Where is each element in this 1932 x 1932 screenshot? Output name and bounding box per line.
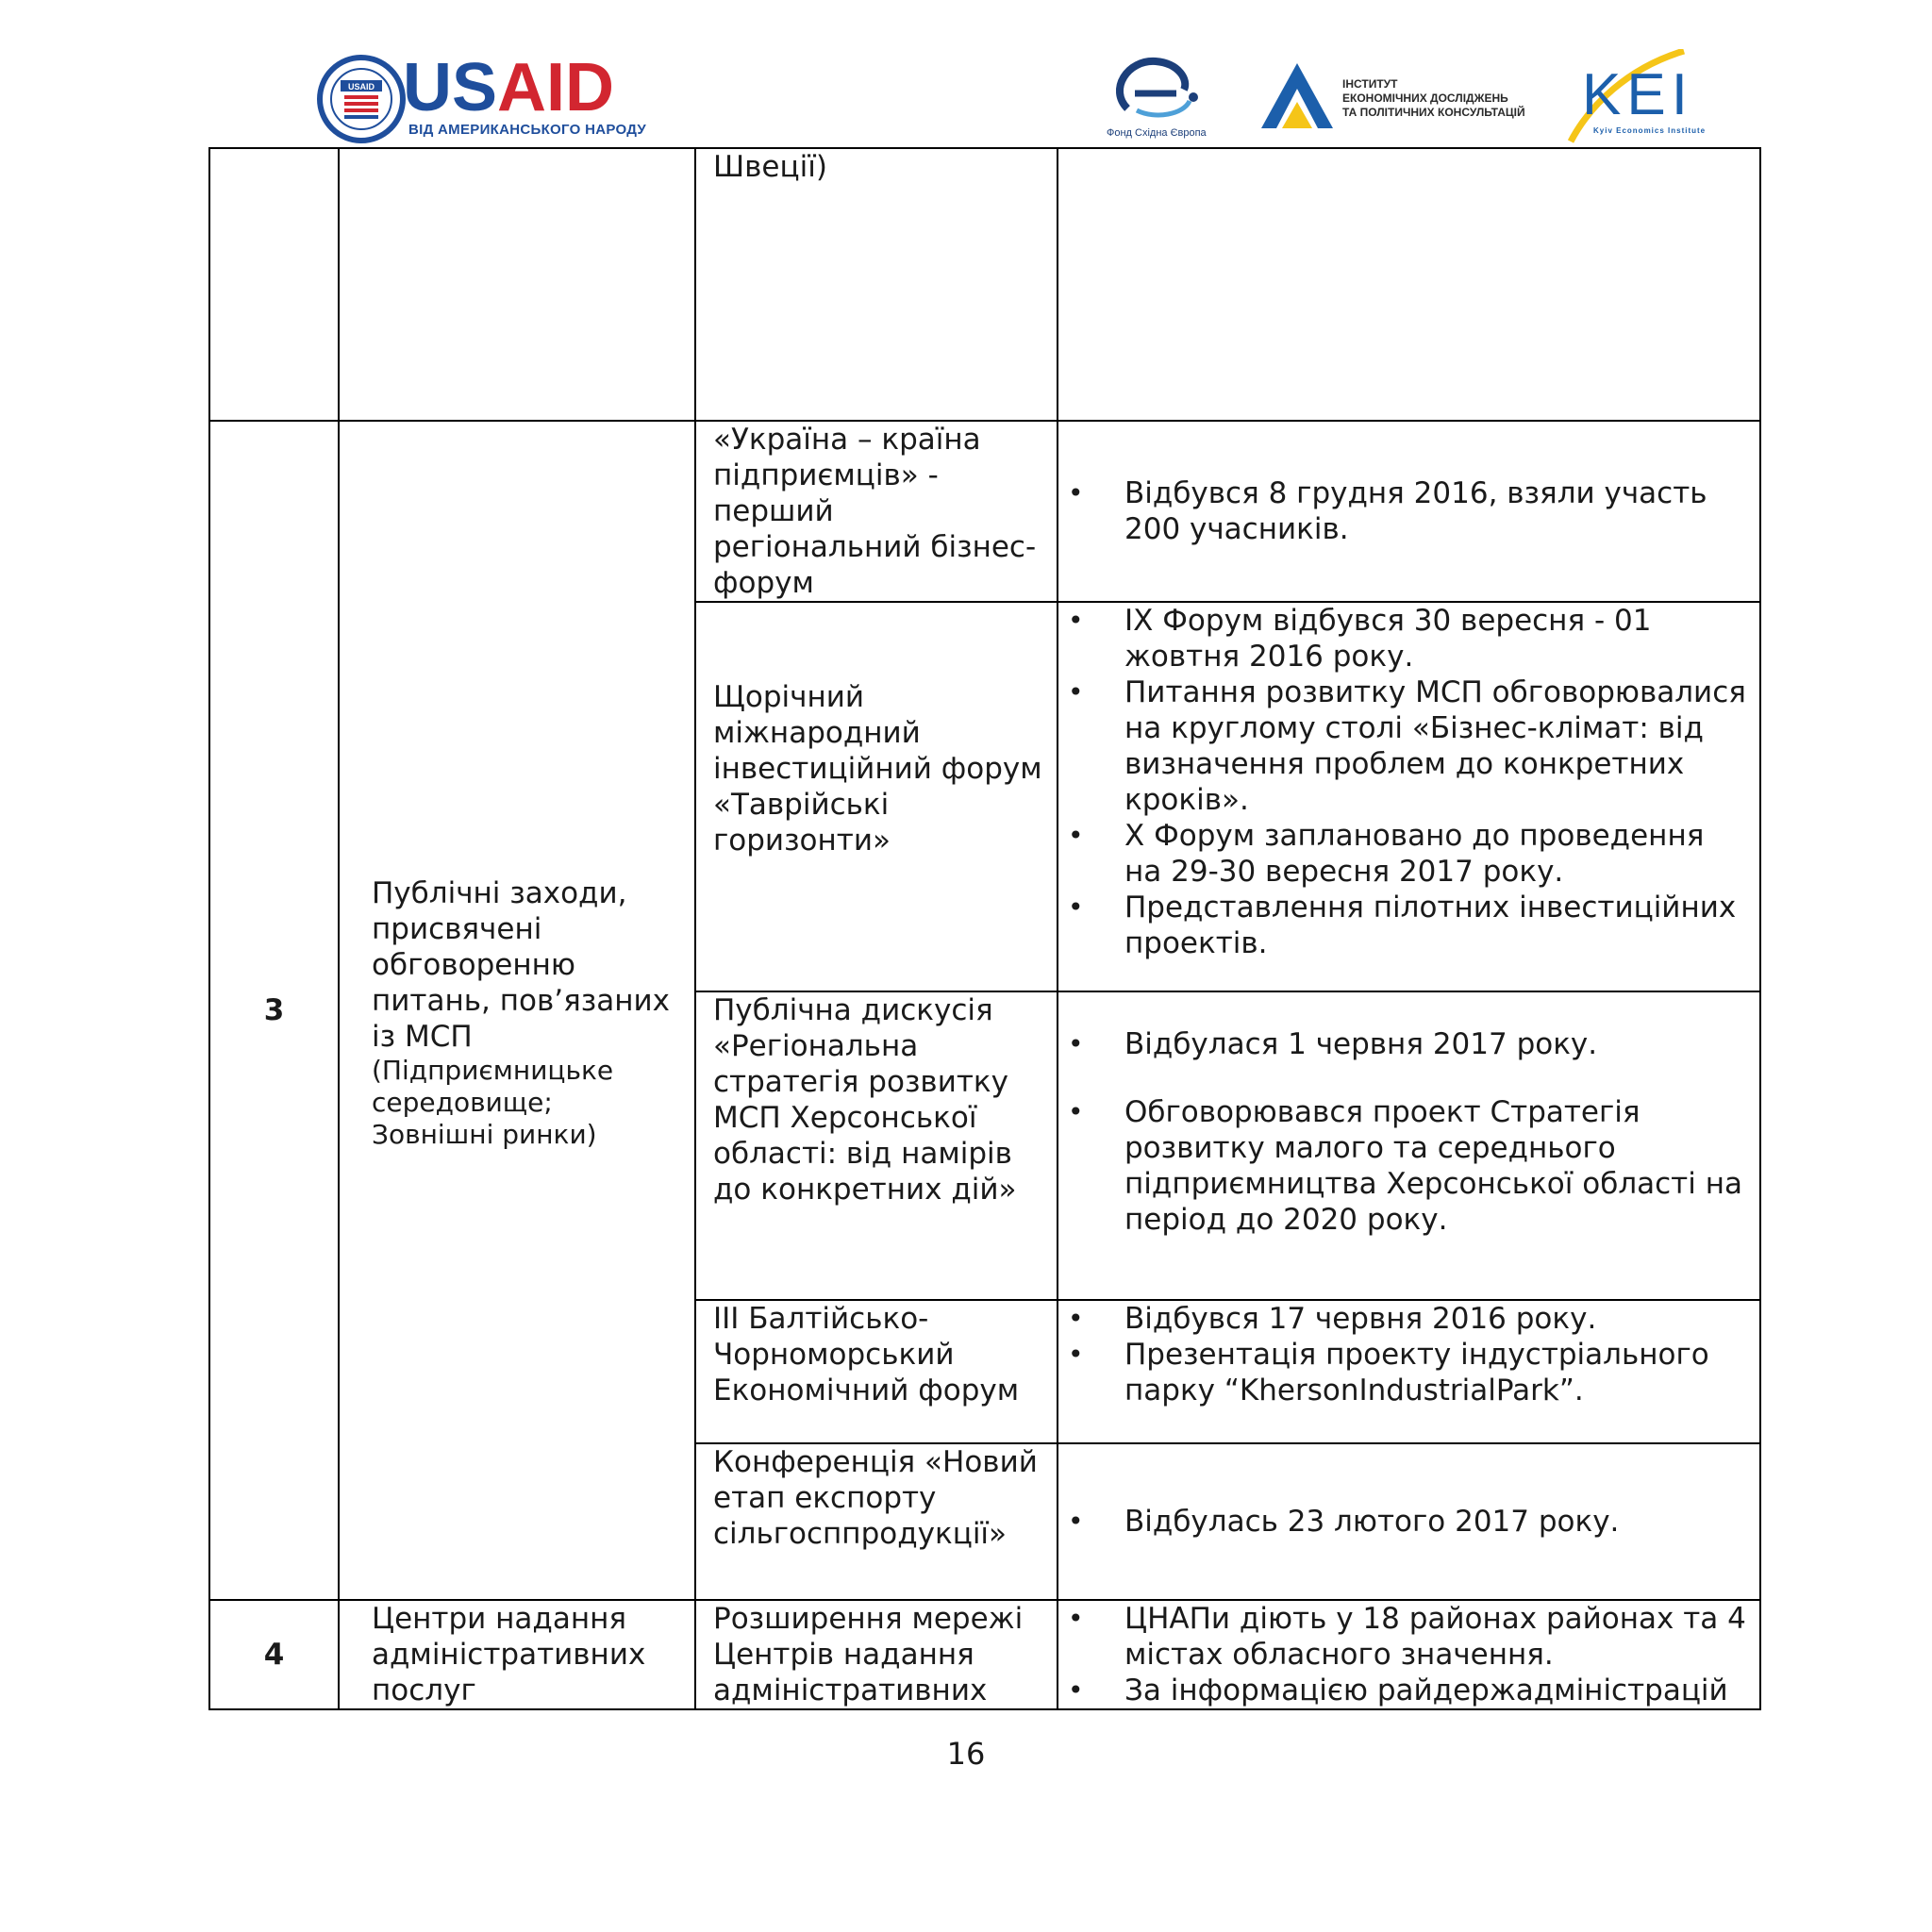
cell-result <box>1058 1443 1760 1600</box>
ier-line1: ІНСТИТУТ <box>1342 77 1398 91</box>
result-list <box>1058 1301 1750 1408</box>
event-title: Конференція «Новий етап експорту сільгосппродукції» <box>713 1445 1038 1551</box>
result-item: • ЦНАПи діють у 18 районах районах та 4 містах обласного значення. <box>1058 1601 1750 1673</box>
cell-event <box>695 1443 1058 1600</box>
kei-name: KEI <box>1582 62 1693 127</box>
ier-line3: ТА ПОЛІТИЧНИХ КОНСУЛЬТАЦІЙ <box>1342 106 1525 119</box>
result-item: • Питання розвитку МСП обговорювалися на круглому столі «Бізнес-клімат: від визначення проблем до конкретних кроків». <box>1058 675 1750 818</box>
usaid-tagline: ВІД АМЕРИКАНСЬКОГО НАРОДУ <box>408 122 647 138</box>
cell-event <box>695 991 1058 1300</box>
event-title: Щорічний міжнародний інвестиційний форум «Таврійські горизонти» <box>713 679 1042 858</box>
result-list <box>1058 1601 1750 1708</box>
result-list <box>1058 475 1750 547</box>
result-item: • IX Форум відбувся 30 вересня - 01 жовтня 2016 року. <box>1058 603 1750 675</box>
usaid-logo <box>316 50 647 146</box>
result-item: • Відбулась 23 лютого 2017 року. <box>1058 1504 1750 1540</box>
cell-topic <box>339 421 695 1600</box>
cell-topic <box>339 1600 695 1709</box>
row-number: 4 <box>209 1600 339 1709</box>
ier-logo <box>1259 57 1533 142</box>
fund-swirl-icon <box>1099 52 1212 127</box>
cell-event <box>695 421 1058 602</box>
cell-event <box>695 148 1058 421</box>
table-row-continuation <box>209 148 1760 421</box>
cell-event <box>695 1600 1058 1709</box>
cell-result <box>1058 602 1760 991</box>
cell-result <box>1058 1600 1760 1709</box>
usaid-aid: AID <box>497 50 615 125</box>
fund-name: Фонд Східна Європа <box>1107 127 1207 139</box>
usaid-seal-icon <box>316 52 410 146</box>
event-title: Швеції) <box>713 150 827 184</box>
event-title: Публічна дискусія «Регіональна стратегія розвитку МСП Херсонської області: від намірів до конкретних дій» <box>713 993 1017 1207</box>
topic-main: Публічні заходи, присвячені обговоренню питань, пов’язаних із МСП <box>372 876 670 1054</box>
result-item: • Відбувся 8 грудня 2016, взяли участь 200 учасників. <box>1058 475 1750 547</box>
result-list <box>1058 1504 1750 1540</box>
cell-result-empty <box>1058 148 1760 421</box>
cell-num-empty <box>209 148 339 421</box>
result-item: • Відбулася 1 червня 2017 року. <box>1058 1026 1750 1062</box>
event-title: «Україна – країна підприємців» - перший регіональний бізнес-форум <box>713 423 1037 600</box>
table-row-3 <box>209 421 1760 602</box>
page-number: 16 <box>946 1736 986 1772</box>
usaid-seal-text: USAID <box>347 82 375 92</box>
cell-result <box>1058 1300 1760 1443</box>
cell-topic-empty <box>339 148 695 421</box>
cell-event <box>695 1300 1058 1443</box>
table-row-4 <box>209 1600 1760 1709</box>
cell-result <box>1058 421 1760 602</box>
result-item: • Обговорювався проект Стратегія розвитку малого та середнього підприємництва Херсонської області на період до 2020 року. <box>1058 1094 1750 1238</box>
topic-sub: (Підприємницьке середовище; Зовнішні ринки) <box>372 1055 614 1150</box>
result-item: • За інформацією райдержадміністрацій <box>1058 1673 1750 1708</box>
result-list <box>1058 1026 1750 1238</box>
result-item: • Представлення пілотних інвестиційних проектів. <box>1058 890 1750 961</box>
cell-event <box>695 602 1058 991</box>
event-title: Розширення мережі Центрів надання адміністративних <box>713 1602 1024 1707</box>
measures-table <box>208 147 1761 1710</box>
kei-subtitle: Kyiv Economics Institute <box>1593 126 1707 135</box>
result-list <box>1058 603 1750 961</box>
cell-result <box>1058 991 1760 1300</box>
kei-logo <box>1561 49 1731 143</box>
topic-main: Центри надання адміністративних послуг <box>372 1602 646 1707</box>
result-item: • X Форум заплановано до проведення на 29-30 вересня 2017 року. <box>1058 818 1750 890</box>
result-item: • Відбувся 17 червня 2016 року. <box>1058 1301 1750 1337</box>
ier-line2: ЕКОНОМІЧНИХ ДОСЛІДЖЕНЬ <box>1342 92 1508 105</box>
ier-triangle-icon <box>1259 58 1335 134</box>
event-title: III Балтійсько-Чорноморський Економічний форум <box>713 1302 1020 1407</box>
result-item: • Презентація проекту індустріального парку “KhersonIndustrialPark”. <box>1058 1337 1750 1408</box>
row-number: 3 <box>209 421 339 1600</box>
usaid-us: US <box>403 50 498 125</box>
fund-east-europe-logo <box>1099 52 1212 146</box>
